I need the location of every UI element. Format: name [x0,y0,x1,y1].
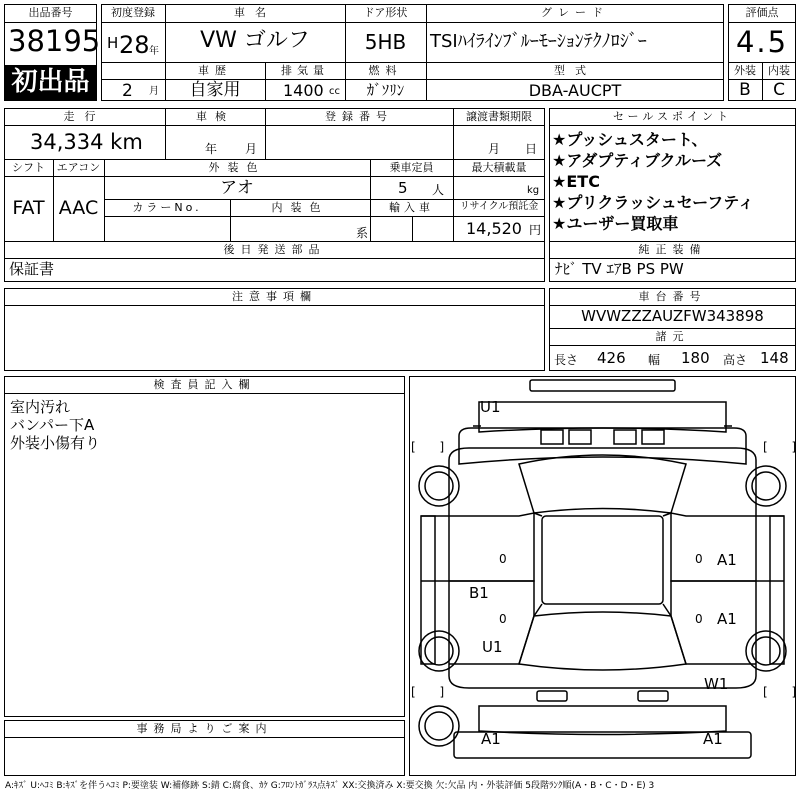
damage-mark-rear-left: A1 [481,730,501,748]
displacement-value: 1400 [283,81,324,100]
car-name-value: VW ゴルフ [200,28,310,53]
zero-mark: 0 [695,552,703,566]
damage-mark-left-rear: B1 [469,584,489,602]
right-rear-door [671,581,756,664]
legend-text: A:ｷｽﾞ U:ﾍｺﾐ B:ｷｽﾞを伴うﾍｺﾐ P:要塗装 W:補修跡 S:錆 C:腐食、ｶｹ G:ﾌﾛﾝﾄｶﾞﾗｽ点ｷｽﾞ XX:交換済み X:要交換 欠:欠品 内・外装評価 5段階ﾗﾝｸ順(A・B・C・D・E) 3 [5,781,655,791]
equipment-label: 純正装備 [638,243,707,256]
damage-mark-right-front: A1 [717,551,737,569]
load-unit: kg [527,185,540,196]
equipment-value: ﾅﾋﾞ TV ｴｱB PS PW [555,260,684,278]
inspector-note-line: 外装小傷有り [10,434,101,452]
model-label: 型式 [554,64,596,77]
inspector-note-line: バンパー下A [10,416,95,434]
model-value: DBA-AUCPT [528,81,622,100]
color-no-label: カラーNo. [132,201,202,214]
diagram-bracket-left: [ ] [411,440,455,454]
color-label: 外装色 [208,161,266,174]
fuel-value: ｶﾞｿﾘﾝ [366,81,405,99]
damage-mark-right-quarter: W1 [704,675,729,693]
lot-number: 38195 [8,24,101,58]
dims-label: 諸元 [655,330,690,343]
zero-mark: 0 [499,552,507,566]
score-label: 評価点 [745,6,779,19]
registration-label: 初度登録 [111,6,155,19]
first-listing-badge: 初出品 [5,65,96,100]
registration-month: 2 [122,81,133,101]
recycle-value: 14,520 [466,219,522,238]
windshield [519,455,686,513]
sales-point-item: ★ETC [552,172,600,191]
right-front-door [671,513,756,581]
hood [459,428,746,464]
registration-era: H [107,34,119,52]
fuel-label: 燃料 [368,64,403,77]
zero-mark: 0 [499,612,507,626]
registration-year-unit: 年 [149,46,159,57]
sales-points-label: セールスポイント [612,110,732,123]
aircon-label: エアコン [56,161,101,174]
interior-label: 内装 [768,64,790,77]
aircon-value: AAC [58,197,99,219]
grade-value: TSIﾊｲﾗｲﾝﾌﾞﾙｰﾓｰｼｮﾝﾃｸﾉﾛｼﾞｰ [430,31,647,52]
length-value: 426 [597,349,626,367]
height-label: 高さ [723,353,748,367]
reg-number-label: 登録番号 [325,110,393,123]
sales-points-list [552,129,794,234]
exterior-score: B [739,80,751,100]
inspection-year-unit: 年 [205,142,218,156]
lot-label: 出品番号 [28,6,73,19]
capacity-label: 乗車定員 [389,161,434,174]
exterior-label: 外装 [734,64,756,77]
load-label: 最大積載量 [471,161,527,174]
mileage-value: 34,334 km [30,130,143,154]
damage-mark-rear-right: A1 [703,730,723,748]
door-value: 5HB [364,30,407,54]
interior-score: C [773,80,785,100]
inspector-notes [10,398,100,452]
damage-mark-right-rear: A1 [717,610,737,628]
chassis-value: WVWZZZAUZFW343898 [581,307,764,325]
displacement-unit: cc [329,86,340,97]
registration-year: 28 [119,31,150,59]
office-label: 事務局よりご案内 [136,722,273,735]
left-front-door [449,513,534,581]
car-name-label: 車名 [234,6,276,19]
color-value: アオ [220,178,254,198]
damage-mark-left-quarter: U1 [482,638,503,656]
car-diagram [409,376,796,776]
diagram-bracket-right: [ ] [763,440,806,454]
damage-mark-front-bumper: U1 [480,398,501,416]
mileage-label: 走行 [63,110,106,123]
inspection-month-unit: 月 [245,142,258,156]
rear-window [519,612,686,670]
transfer-month-unit: 月 [488,142,501,156]
sales-point-item: ★プリクラッシュセーフティ [552,193,755,212]
front-bumper-top [530,380,675,391]
rear-bumper [479,706,726,735]
zero-mark: 0 [695,612,703,626]
inspector-label: 検査員記入欄 [153,378,256,391]
registration-month-unit: 月 [149,86,159,97]
sales-point-item: ★アダプティブクルーズ [552,151,723,170]
sales-point-item: ★プッシュスタート、 [552,130,708,149]
later-parts-label: 後日発送部品 [223,243,326,256]
displacement-label: 排気量 [281,64,329,77]
height-value: 148 [760,349,789,367]
shift-label: シフト [12,161,45,174]
door-label: ドア形状 [363,6,408,19]
recycle-label: リサイクル預託金 [459,201,539,212]
diagram-bracket-left-rear: [ ] [411,685,455,699]
import-label: 輸入車 [389,201,434,214]
width-label: 幅 [648,353,661,367]
later-parts-value: 保証書 [9,260,55,278]
roof [542,516,663,604]
width-value: 180 [681,349,710,367]
inspector-note-line: 室内汚れ [10,398,71,416]
transfer-label: 譲渡書類期限 [466,110,532,123]
chassis-label: 車台番号 [638,290,707,303]
interior-color-suffix: 系 [356,226,369,240]
interior-color-label: 内装色 [271,201,329,214]
rear-lamp-right [638,691,668,701]
transfer-day-unit: 日 [525,142,538,156]
capacity-value: 5 [398,179,408,197]
history-label: 車歴 [198,64,232,77]
recycle-unit: 円 [529,223,542,237]
capacity-unit: 人 [432,183,445,197]
history-value: 自家用 [189,80,241,100]
notes-label: 注意事項欄 [232,290,317,303]
sales-point-item: ★ユーザー買取車 [552,214,679,233]
shift-value: FAT [12,197,45,219]
rear-lamp-left [537,691,567,701]
grade-label: グレード [541,6,609,19]
inspection-label: 車検 [196,110,234,123]
score-value: 4.5 [735,25,789,59]
diagram-bracket-right-rear: [ ] [763,685,806,699]
length-label: 長さ [554,353,579,367]
